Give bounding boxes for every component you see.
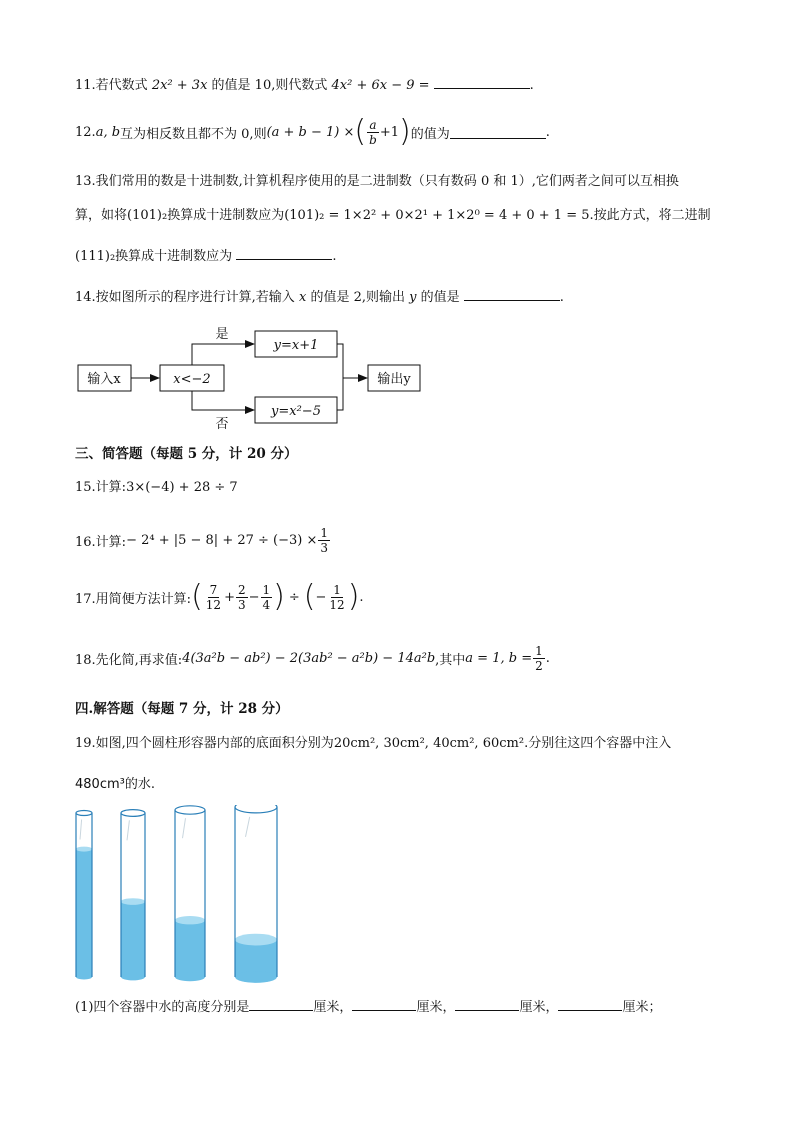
containers-figure [70, 805, 285, 983]
yes-box-label: y=x+1 [273, 338, 319, 353]
question-15: 15.计算:3×(−4) + 28 ÷ 7 [75, 480, 238, 495]
q12-vars: a, b [95, 124, 121, 140]
question-16: 16.计算: − 2⁴ + |5 − 8| + 27 ÷ (−3) × $\frac{1}{3}$ [75, 526, 329, 555]
no-label: 否 [215, 417, 229, 430]
height-blank-2[interactable] [352, 998, 416, 1011]
q12-answer-blank[interactable] [450, 126, 546, 139]
merge-lines [337, 344, 343, 410]
question-17: 17.用简便方法计算: ( $\frac{7}{12}$ + $\frac{2}{3}$ − $\frac{1}{4}$ ) ÷ ( − $\frac{1}{12}$ ) . [75, 579, 364, 614]
no-box-label: y=x²−5 [271, 404, 321, 419]
q11-prefix: 11.若代数式 [75, 78, 148, 93]
q13-example: (101)₂ = 1×2² + 0×2¹ + 1×2⁰ = 4 + 0 + 1 = 5 [284, 208, 590, 223]
q11-answer-blank[interactable] [434, 76, 530, 89]
question-13-line1: 13.我们常用的数是十进制数,计算机程序使用的是二进制数（只有数码 0 和 1）,它们两者之间可以互相换 [75, 174, 679, 189]
water-1 [76, 849, 92, 977]
height-blank-1[interactable] [249, 998, 313, 1011]
q12-expr: (a + b − 1) × [266, 124, 355, 140]
container-3 [175, 806, 205, 981]
q14-answer-blank[interactable] [464, 288, 560, 301]
height-blank-4[interactable] [558, 998, 622, 1011]
condition-label: x<−2 [173, 372, 211, 387]
arrow-no [192, 391, 254, 410]
water-3 [175, 920, 205, 977]
q16-fraction: $\frac{1}{3}$ [320, 526, 329, 555]
program-flowchart [70, 318, 430, 430]
question-14: 14.按如图所示的程序进行计算,若输入 x 的值是 2,则输出 y 的值是 . [75, 290, 564, 305]
q11-expr1: 2x² + 3x [151, 78, 208, 93]
question-13-line3: (111)₂换算成十进制数应为 . [75, 249, 337, 264]
question-19-line2: 480cm³的水. [75, 777, 155, 792]
input-label: 输入x [87, 372, 121, 387]
section-3-title: 三、简答题（每题 5 分，计 20 分） [75, 446, 298, 462]
water-2 [121, 902, 145, 977]
container-2 [121, 810, 145, 981]
section-4-title: 四.解答题（每题 7 分，计 28 分） [75, 701, 289, 717]
container-4 [235, 805, 277, 983]
question-11: 11.若代数式 2x² + 3x 的值是 10,则代数式 4x² + 6x − 9 = . [75, 78, 534, 93]
question-18: 18.先化简,再求值: 4(3a²b − ab²) − 2(3ab² − a²b) − 14a²b ,其中 a = 1, b = $\frac{1}{2}$ . [75, 644, 550, 673]
question-19-line1: 19.如图,四个圆柱形容器内部的底面积分别为20cm², 30cm², 40cm², 60cm².分别往这四个容器中注入 [75, 736, 672, 751]
container-1 [76, 811, 92, 980]
yes-label: 是 [215, 327, 229, 342]
question-12: 12. a, b 互为相反数且都不为 0,则 (a + b − 1) × ( $\frac{a}{b}$ +1 ) 的值为 . [75, 114, 550, 149]
question-13-line2: 算，如将(101)₂换算成十进制数应为(101)₂ = 1×2² + 0×2¹ + 1×2⁰ = 4 + 0 + 1 = 5.按此方式，将二进制 [75, 208, 711, 223]
q12-mid: 互为相反数且都不为 0,则 [120, 126, 267, 142]
arrow-yes [192, 344, 254, 365]
q12-fraction: $\frac{a}{b}$ [369, 117, 377, 147]
q11-expr2: 4x² + 6x − 9 = [331, 78, 430, 93]
q11-mid: 的值是 10,则代数式 [211, 78, 328, 93]
question-19-sub1: (1)四个容器中水的高度分别是 厘米， 厘米， 厘米， 厘米； [75, 1000, 662, 1015]
output-label: 输出y [377, 372, 411, 387]
height-blank-3[interactable] [455, 998, 519, 1011]
q13-answer-blank[interactable] [236, 247, 332, 260]
